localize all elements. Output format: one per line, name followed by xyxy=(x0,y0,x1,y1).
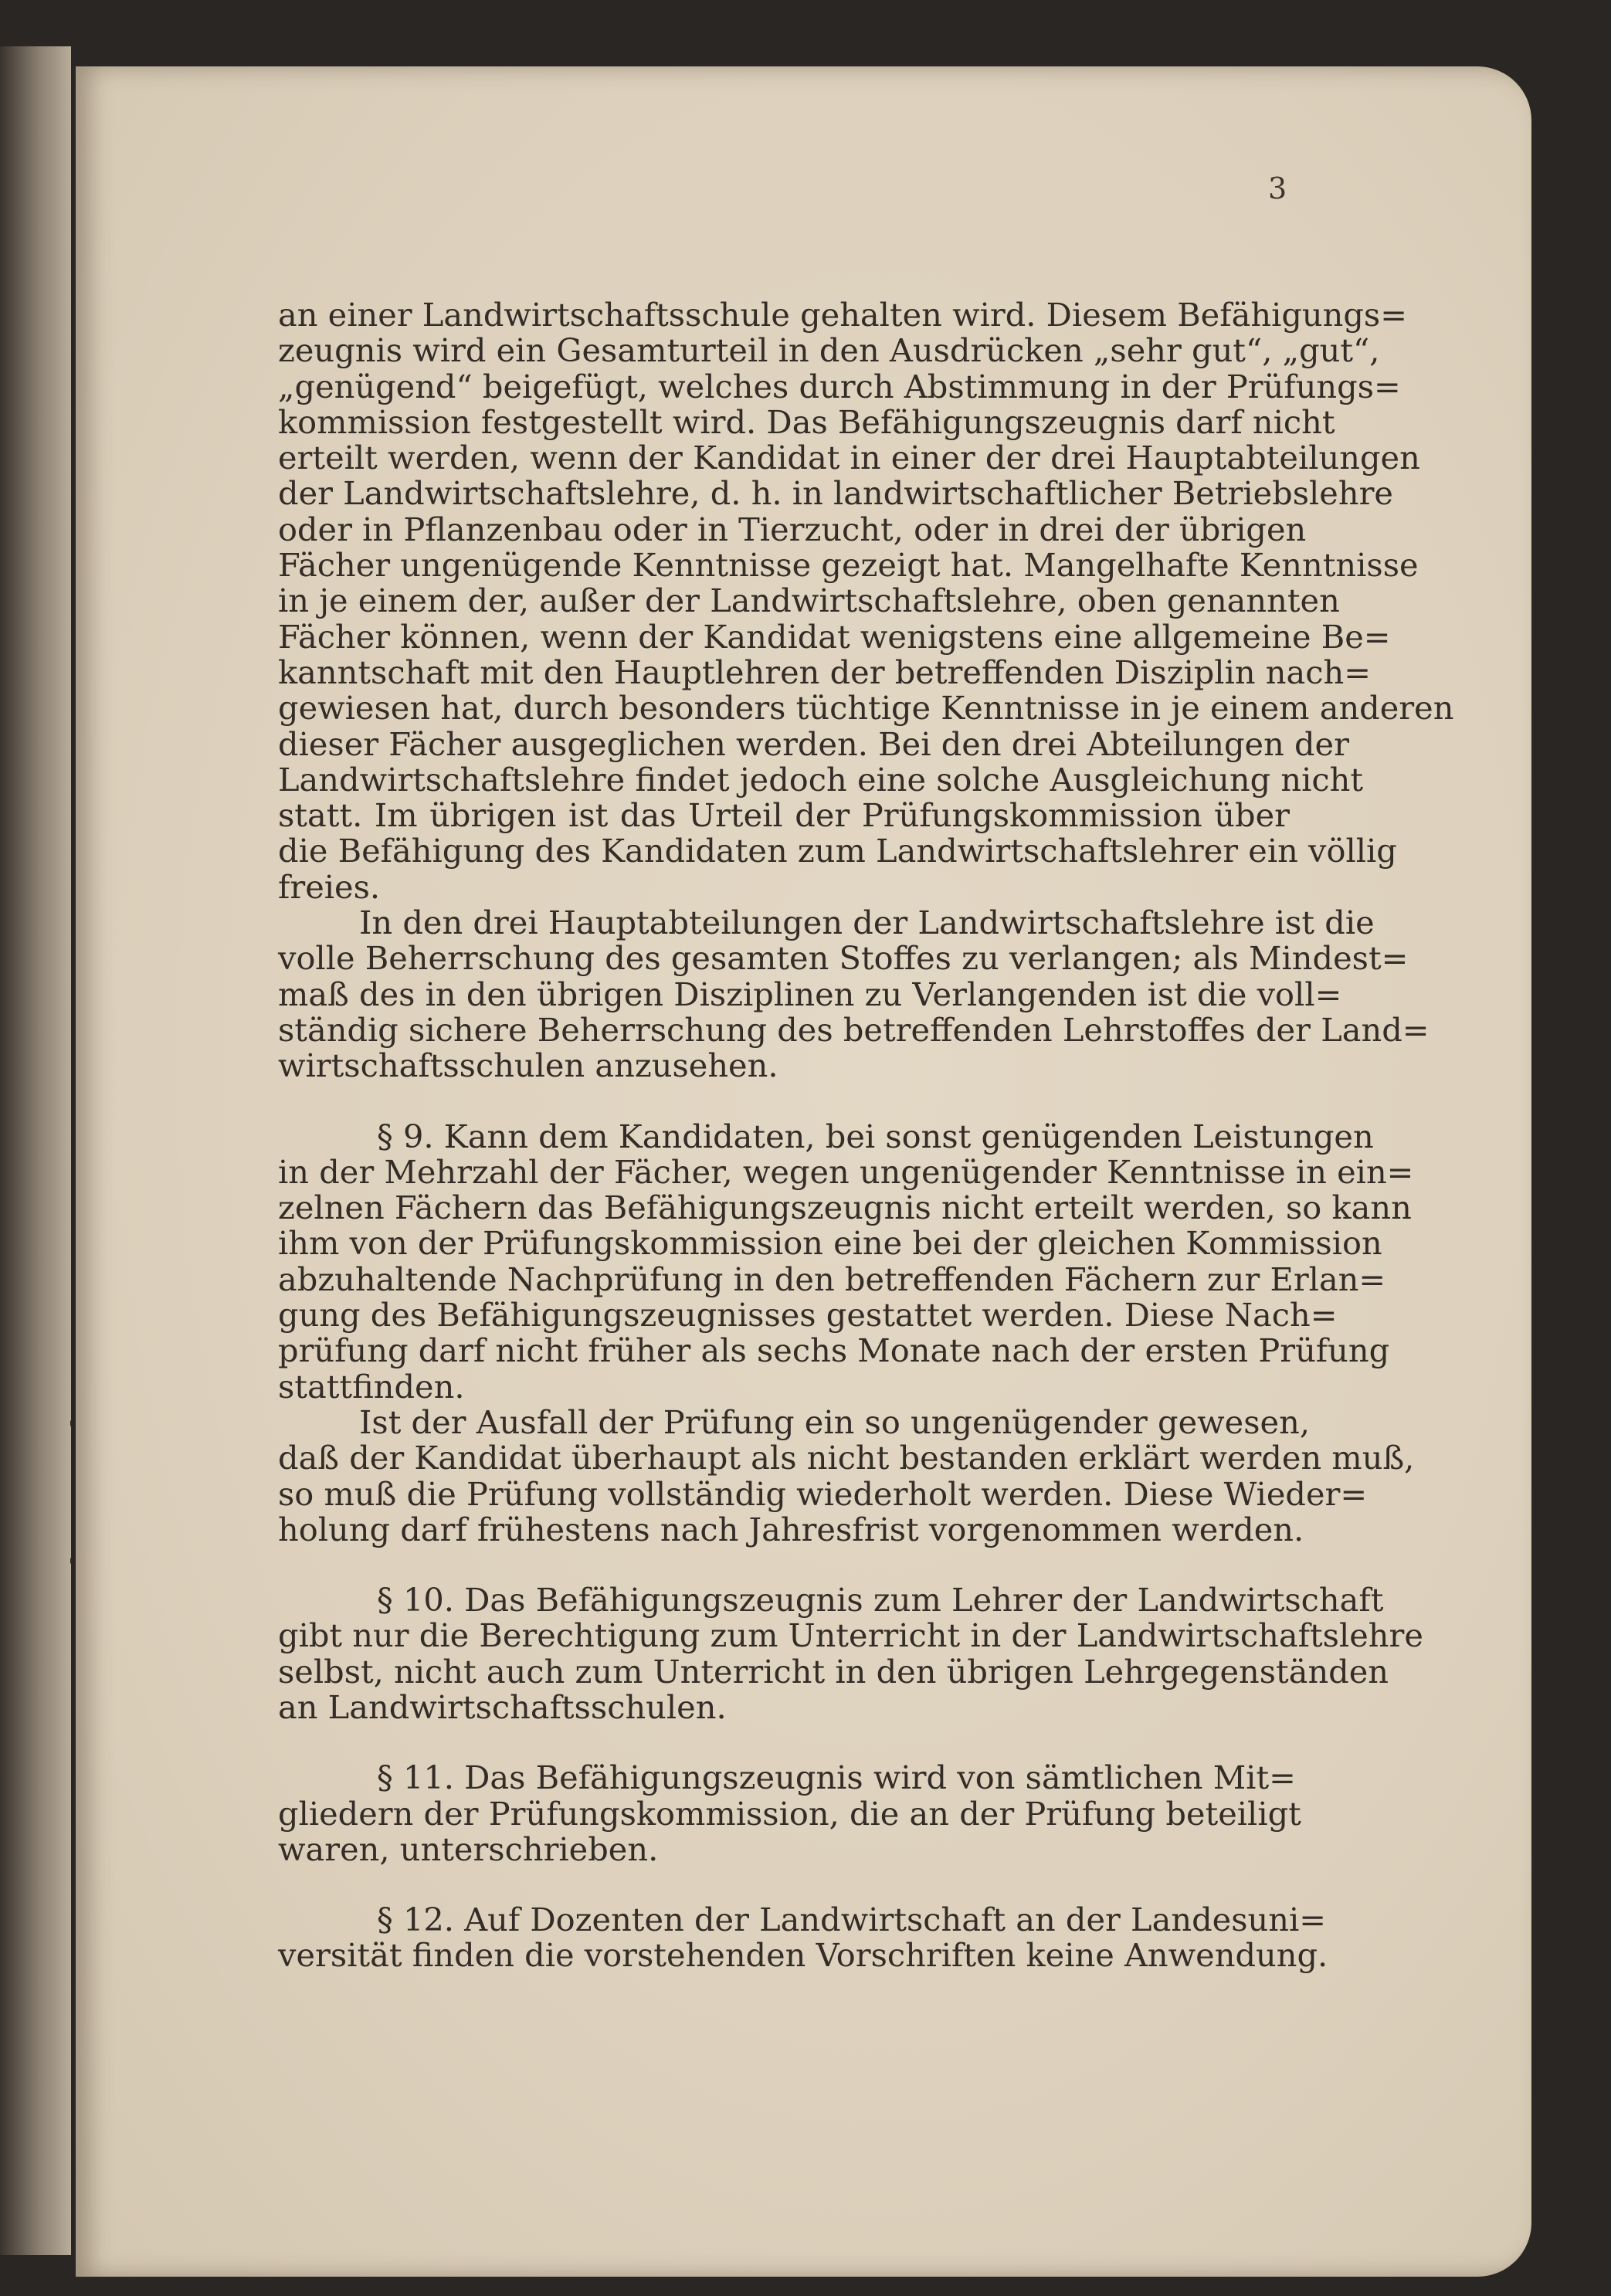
text-line: in je einem der, außer der Landwirtschaftslehre, oben genannten xyxy=(278,582,1340,620)
text-line: Ist der Ausfall der Prüfung ein so ungenügender gewesen, xyxy=(359,1402,1311,1441)
section-paragraph xyxy=(278,1901,1328,1975)
paragraph-gap xyxy=(278,1084,1290,1119)
text-line: so muß die Prüfung vollständig wiederholt werden. Diese Wieder= xyxy=(278,1474,1368,1513)
text-line: Fächer ungenügende Kenntnisse gezeigt hat. Mangelhafte Kenntnisse xyxy=(278,546,1419,585)
text-line: stattfinden. xyxy=(278,1367,465,1406)
text-line: „genügend“ beigefügt, welches durch Abstimmung in der Prüfungs= xyxy=(278,367,1401,405)
text-line: gliedern der Prüfungskommission, die an der Prüfung beteiligt xyxy=(278,1794,1301,1833)
text-line: statt. Im übrigen ist das Urteil der Prüfungskommission über xyxy=(278,796,1290,835)
margin-mark xyxy=(70,1419,75,1427)
text-line: Landwirtschaftslehre findet jedoch eine solche Ausgleichung nicht xyxy=(278,760,1364,799)
text-line: § 9. Kann dem Kandidaten, bei sonst genügenden Leistungen xyxy=(377,1117,1374,1155)
text-line: der Landwirtschaftslehre, d. h. in landwirtschaftlicher Betriebslehre xyxy=(278,474,1393,513)
paragraph xyxy=(278,1402,1415,1548)
text-line: holung darf frühestens nach Jahresfrist vorgenommen werden. xyxy=(278,1510,1304,1548)
text-line: In den drei Hauptabteilungen der Landwirtschaftslehre ist die xyxy=(359,904,1375,942)
text-line: zelnen Fächern das Befähigungszeugnis nicht erteilt werden, so kann xyxy=(278,1189,1412,1227)
text-line: in der Mehrzahl der Fächer, wegen ungenügender Kenntnisse in ein= xyxy=(278,1152,1414,1191)
paragraph-gap xyxy=(278,1725,1290,1760)
section-paragraph xyxy=(278,1758,1301,1868)
text-line: § 12. Auf Dozenten der Landwirtschaft an der Landesuni= xyxy=(377,1901,1327,1939)
adjacent-page-edge xyxy=(0,46,71,2255)
text-line: daß der Kandidat überhaupt als nicht bestanden erklärt werden muß, xyxy=(278,1439,1415,1477)
paragraph xyxy=(278,904,1430,1085)
text-line: § 11. Das Befähigungszeugnis wird von sämtlichen Mit= xyxy=(377,1758,1296,1797)
text-line: Fächer können, wenn der Kandidat wenigstens eine allgemeine Be= xyxy=(278,617,1391,656)
text-line: abzuhaltende Nachprüfung in den betreffenden Fächern zur Erlan= xyxy=(278,1260,1386,1298)
text-line: ständig sichere Beherrschung des betreffenden Lehrstoffes der Land= xyxy=(278,1010,1430,1049)
text-line: versität finden die vorstehenden Vorschriften keine Anwendung. xyxy=(278,1936,1328,1975)
text-line: die Befähigung des Kandidaten zum Landwirtschaftslehrer ein völlig xyxy=(278,832,1397,870)
text-line: freies. xyxy=(278,867,381,906)
margin-mark xyxy=(70,1557,75,1565)
text-line: prüfung darf nicht früher als sechs Monate nach der ersten Prüfung xyxy=(278,1331,1390,1370)
text-line: an Landwirtschaftsschulen. xyxy=(278,1687,727,1726)
paragraph-gap xyxy=(278,1548,1290,1582)
text-line: gibt nur die Berechtigung zum Unterricht in der Landwirtschaftslehre xyxy=(278,1616,1423,1655)
section-paragraph xyxy=(278,1117,1414,1406)
section-paragraph xyxy=(278,1581,1423,1726)
paragraph-gap xyxy=(278,1867,1290,1902)
text-line: zeugnis wird ein Gesamturteil in den Ausdrücken „sehr gut“, „gut“, xyxy=(278,331,1380,370)
text-line: kanntschaft mit den Hauptlehren der betreffenden Disziplin nach= xyxy=(278,653,1371,691)
body-text xyxy=(278,296,1454,1975)
text-line: dieser Fächer ausgeglichen werden. Bei den drei Abteilungen der xyxy=(278,724,1349,763)
text-line: § 10. Das Befähigungszeugnis zum Lehrer der Landwirtschaft xyxy=(377,1581,1384,1619)
text-line: an einer Landwirtschaftsschule gehalten wird. Diesem Befähigungs= xyxy=(278,296,1408,334)
text-line: ihm von der Prüfungskommission eine bei der gleichen Kommission xyxy=(278,1224,1382,1263)
page-number: 3 xyxy=(1268,171,1287,205)
text-line: wirtschaftsschulen anzusehen. xyxy=(278,1046,778,1085)
text-line: maß des in den übrigen Disziplinen zu Verlangenden ist die voll= xyxy=(278,975,1342,1013)
text-line: erteilt werden, wenn der Kandidat in einer der drei Hauptabteilungen xyxy=(278,439,1420,477)
text-line: gewiesen hat, durch besonders tüchtige Kenntnisse in je einem anderen xyxy=(278,689,1454,727)
text-line: selbst, nicht auch zum Unterricht in den übrigen Lehrgegenständen xyxy=(278,1652,1389,1691)
text-line: kommission festgestellt wird. Das Befähigungszeugnis darf nicht xyxy=(278,402,1335,441)
text-line: volle Beherrschung des gesamten Stoffes zu verlangen; als Mindest= xyxy=(278,939,1409,978)
paragraph xyxy=(278,296,1454,906)
text-line: gung des Befähigungszeugnisses gestattet werden. Diese Nach= xyxy=(278,1296,1338,1335)
text-line: waren, unterschrieben. xyxy=(278,1830,659,1868)
text-line: oder in Pflanzenbau oder in Tierzucht, oder in drei der übrigen xyxy=(278,510,1307,548)
